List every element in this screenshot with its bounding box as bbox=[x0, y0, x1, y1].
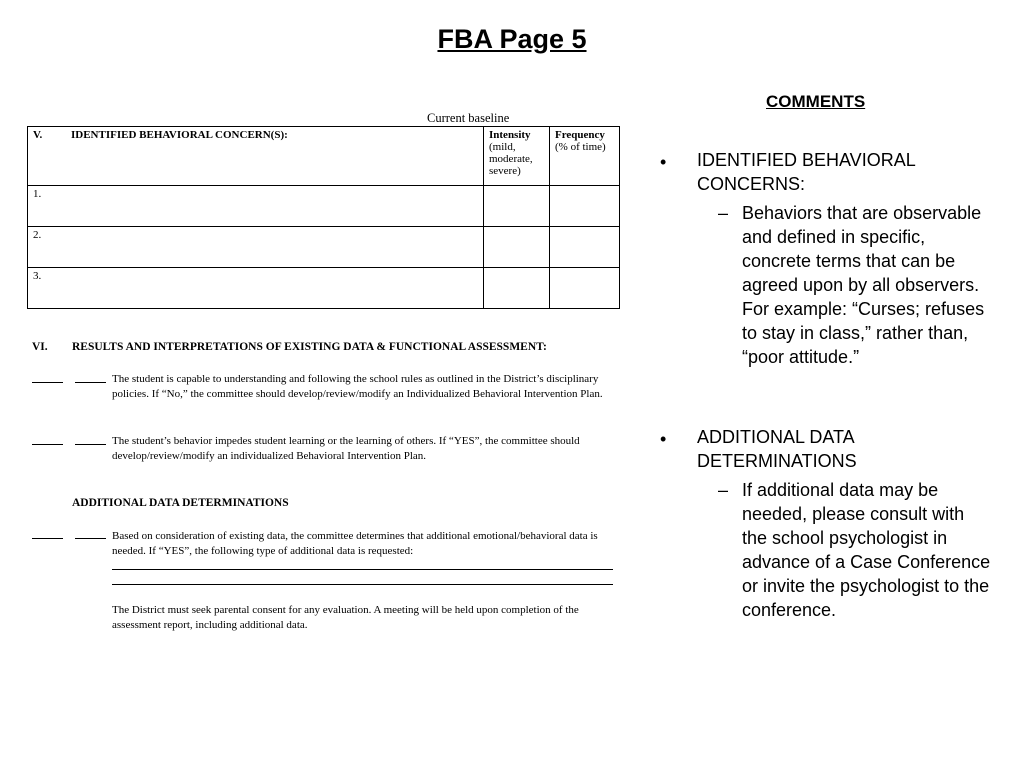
section-6-label: RESULTS AND INTERPRETATIONS OF EXISTING DATA & FUNCTIONAL ASSESSMENT: bbox=[72, 341, 547, 353]
dash-marker: – bbox=[718, 203, 729, 223]
section-6-heading bbox=[32, 341, 547, 353]
concern-header-cell bbox=[28, 127, 484, 186]
answer-line-2[interactable] bbox=[112, 584, 613, 585]
dash-marker: – bbox=[718, 480, 729, 500]
bullet-heading: IDENTIFIED BEHAVIORAL CONCERNS: bbox=[697, 150, 916, 194]
intensity-title: Intensity bbox=[489, 129, 531, 141]
frequency-cell[interactable] bbox=[550, 227, 620, 268]
bullet-detail: If additional data may be needed, please consult with the school psychologist in advance of a Case Conference or invite the psychologist to the conference. bbox=[742, 480, 991, 620]
no-blank-2[interactable] bbox=[75, 436, 106, 448]
section-6-number: VI. bbox=[32, 341, 48, 353]
answer-line-1[interactable] bbox=[112, 569, 613, 570]
current-baseline-label: Current baseline bbox=[427, 111, 510, 125]
frequency-cell[interactable] bbox=[550, 186, 620, 227]
intensity-subtitle: (mild, moderate, severe) bbox=[489, 141, 533, 177]
page-title: FBA Page 5 bbox=[437, 24, 587, 54]
section-label: IDENTIFIED BEHAVIORAL CONCERN(S): bbox=[71, 129, 288, 141]
behavioral-concerns-table bbox=[27, 126, 620, 309]
yes-blank-2[interactable] bbox=[32, 436, 63, 448]
consent-note: The District must seek parental consent for any evaluation. A meeting will be held upon completion of the assessment report, including additional data. bbox=[112, 604, 579, 631]
bullet-dot: • bbox=[660, 429, 667, 449]
item-1-text: The student is capable to understanding and following the school rules as outlined in the District’s disciplinary policies. If “No,” the committee should develop/review/modify an Individualized Behavioral Intervention Plan. bbox=[112, 373, 603, 400]
bullet-detail: Behaviors that are observable and defined in specific, concrete terms that can be agreed upon by all observers. For example: “Curses; refuses to stay in class,” rather than, “poor attitude.” bbox=[742, 203, 985, 367]
item-3-text: Based on consideration of existing data, the committee determines that additional emotional/behavioral data is needed. If “YES”, the following type of additional data is requested: bbox=[112, 530, 598, 557]
intensity-cell[interactable] bbox=[484, 186, 550, 227]
bullet-dot: • bbox=[660, 152, 667, 172]
frequency-cell[interactable] bbox=[550, 268, 620, 309]
frequency-title: Frequency bbox=[555, 129, 605, 141]
table-row bbox=[28, 227, 620, 268]
additional-data-heading: ADDITIONAL DATA DETERMINATIONS bbox=[72, 497, 289, 509]
frequency-header-cell bbox=[550, 127, 620, 186]
table-row bbox=[28, 268, 620, 309]
table-header-row bbox=[28, 127, 620, 186]
concern-cell[interactable]: 3. bbox=[28, 268, 484, 309]
frequency-subtitle: (% of time) bbox=[555, 141, 606, 153]
table-row bbox=[28, 186, 620, 227]
section-number: V. bbox=[33, 129, 43, 141]
no-blank-3[interactable] bbox=[75, 530, 106, 542]
bullet-heading: ADDITIONAL DATA DETERMINATIONS bbox=[697, 427, 857, 471]
item-2-text: The student’s behavior impedes student learning or the learning of others. If “YES”, the committee should develop/review/modify an individualized Behavioral Intervention Plan. bbox=[112, 435, 580, 462]
yes-blank-1[interactable] bbox=[32, 374, 63, 386]
no-blank-1[interactable] bbox=[75, 374, 106, 386]
yes-blank-3[interactable] bbox=[32, 530, 63, 542]
comments-title: COMMENTS bbox=[766, 92, 866, 111]
intensity-header-cell bbox=[484, 127, 550, 186]
intensity-cell[interactable] bbox=[484, 227, 550, 268]
intensity-cell[interactable] bbox=[484, 268, 550, 309]
concern-cell[interactable]: 2. bbox=[28, 227, 484, 268]
concern-cell[interactable]: 1. bbox=[28, 186, 484, 227]
